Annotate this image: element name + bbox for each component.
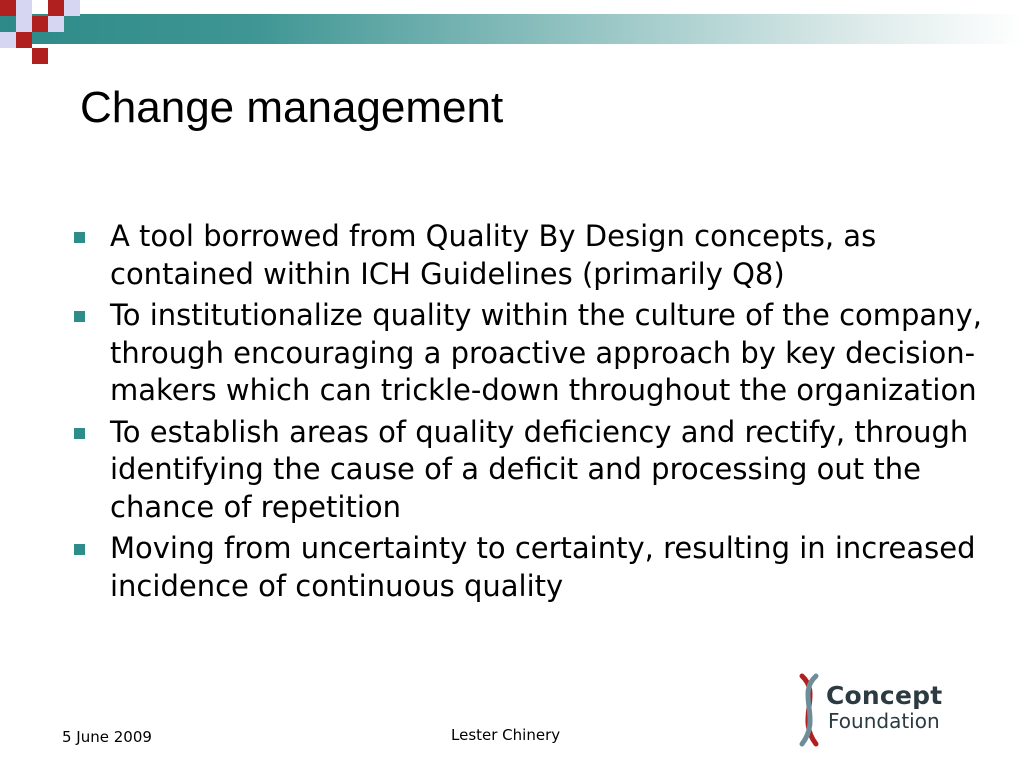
bullet-text: A tool borrowed from Quality By Design concepts, as contained within ICH Guidelines (primarily Q8) [110,219,877,291]
red-square-icon [0,0,16,16]
lavender-square-icon [64,0,80,16]
slide-title: Change management [80,83,504,132]
bullet-item [68,218,988,293]
logo-name: Concept [826,681,943,710]
bullet-item [68,530,988,605]
dna-helix-icon [792,672,826,752]
bullet-item [68,414,988,527]
bullet-item [68,297,988,410]
bullet-text: To institutionalize quality within the culture of the company, through encouraging a proactive approach by key decision-makers which can trickle-down throughout the organization [110,298,982,407]
concept-foundation-logo [792,672,982,752]
header-gradient-bar [0,14,1024,44]
lavender-square-icon [16,16,32,32]
footer-date: 5 June 2009 [62,728,152,746]
red-square-icon [16,32,32,48]
lavender-square-icon [0,32,16,48]
square-bullet-icon [74,232,85,243]
red-square-icon [32,16,48,32]
bullet-text: To establish areas of quality deficiency and rectify, through identifying the cause of a deficit and processing out the chance of repetition [110,414,969,524]
logo-subtitle: Foundation [828,709,940,733]
header-decoration [0,0,1024,64]
square-bullet-icon [74,428,85,439]
bullet-list [68,218,988,609]
footer-author: Lester Chinery [451,726,561,744]
red-square-icon [32,48,48,64]
square-bullet-icon [74,544,85,555]
lavender-square-icon [48,16,64,32]
bullet-text: Moving from uncertainty to certainty, resulting in increased incidence of continuous quality [110,531,976,603]
square-bullet-icon [74,311,85,322]
lavender-square-icon [16,0,32,16]
red-square-icon [48,0,64,16]
